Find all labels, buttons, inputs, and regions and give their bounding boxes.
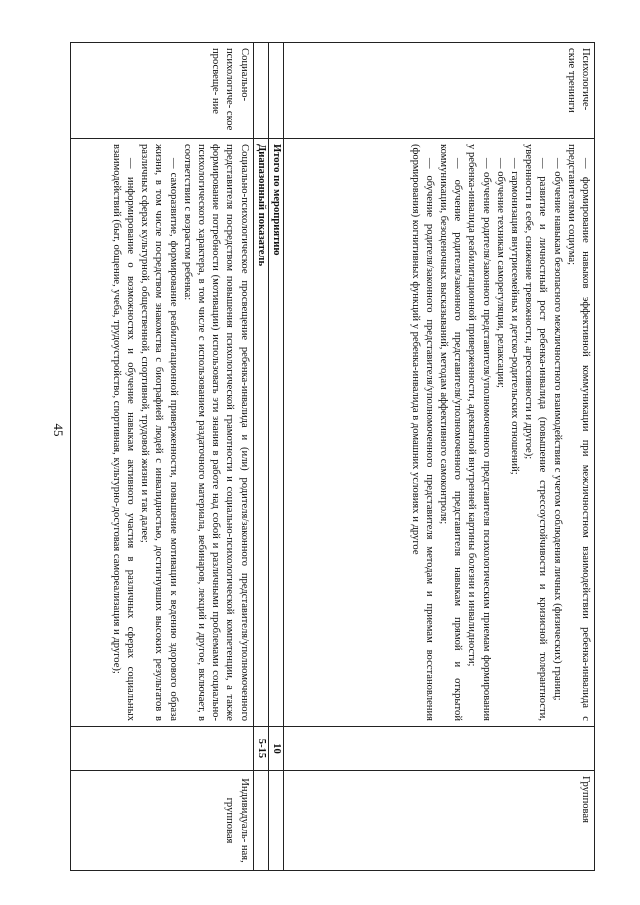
quantity-cell-training xyxy=(284,727,595,771)
activity-name-training: Психологиче- ские тренинги xyxy=(284,43,595,139)
description-intro: Социально-психологическое просвещение ребенка-инвалида и (или) родителя/законного представителя/уполномоченного представителя посредством повышения психологической грамотности и социально-психологической компетенции, а также формирование потребности (мотивации) использовать эти знания в работе над собой и различными проблемами социально-психологического характера, в том числе с использованием раздаточного материала, вебинаров, лекций и другое, включает, в соответствии с возрастом ребенка: xyxy=(181,144,250,721)
total-label: Итого по мероприятию xyxy=(268,139,283,727)
table-row-range xyxy=(253,43,268,871)
services-table xyxy=(70,42,595,871)
empty-cell xyxy=(268,43,283,139)
list-item: — обучение родителя/законного представителя/уполномоченного представителя психологическим приемам формирования у ребенка-инвалида реабилитационной приверженности, адекватной внутренней картины болезни и инвалидности; xyxy=(464,144,492,721)
list-item: — обучение техникам саморегуляции, релаксации; xyxy=(493,144,507,721)
list-item: — обучение навыкам безопасного межличностного взаимодействия с учетом соблюдения личных (физических) границ; xyxy=(549,144,563,721)
range-label: Диапазонный показатель xyxy=(253,139,268,727)
page-number: 45 xyxy=(51,423,66,437)
list-item: — обучение родителя/законного представителя/уполномоченного представителя методам и приемам восстановления (формирования) когнитивных функций у ребенка-инвалида в домашних условиях и другое xyxy=(407,144,435,721)
list-item: — обучение родителя/законного представителя/уполномоченного представителя навыкам прямой и открытой коммуникации, безоценочных высказываний, методам аффективного самоконтроля; xyxy=(436,144,464,721)
list-item: — саморазвитие, формирование реабилитационной приверженности, повышение мотивации к ведению здорового образа жизни, в том числе посредством знакомства с биографией людей с инвалидностью, достигнувших высоких результатов в различных сферах культурной, общественной, спортивной, трудовой жизни и так далее; xyxy=(137,144,180,721)
activity-description-training xyxy=(284,139,595,727)
list-item: — гармонизация внутрисемейных и детско-родительских отношений; xyxy=(507,144,521,721)
form-cell-education: Индивидуаль- ная, групповая xyxy=(71,771,254,871)
list-item: — формирование навыков эффективной коммуникации при межличностном взаимодействии ребенка-инвалида с представителями социума; xyxy=(564,144,592,721)
activity-name-education: Социально- психологиче- ское просвеще- ние xyxy=(71,43,254,139)
table-row-total xyxy=(268,43,283,871)
total-value: 10 xyxy=(268,727,283,771)
list-item: — информирование о возможностях и обучение навыкам активного участия в различных сферах социальных взаимодействий (быт, общение, учеба, трудоустройство, спортивная, культурно-досуговая самореализация и другое); xyxy=(109,144,137,721)
table-row-training xyxy=(284,43,595,871)
table-row-education xyxy=(71,43,254,871)
rotated-table-container xyxy=(70,42,595,870)
range-value: 5-15 xyxy=(253,727,268,771)
empty-cell xyxy=(268,771,283,871)
empty-cell xyxy=(253,771,268,871)
quantity-cell-education xyxy=(71,727,254,771)
empty-cell xyxy=(253,43,268,139)
form-cell-training: Групповая xyxy=(284,771,595,871)
activity-description-education xyxy=(71,139,254,727)
list-item: — развитие и личностный рост ребенка-инвалида (повышение стрессоустойчивости и кризисной толерантности, уверенности в себе, снижение тревожности, агрессивности и другое); xyxy=(521,144,549,721)
